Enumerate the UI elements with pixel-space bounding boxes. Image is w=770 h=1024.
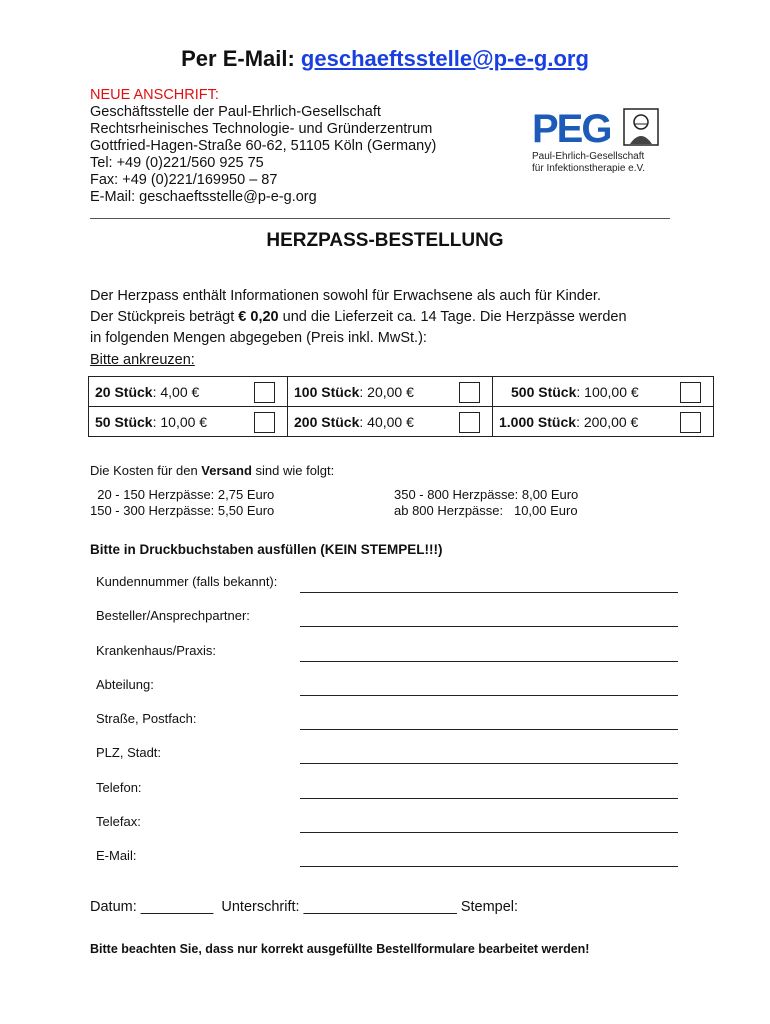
qty-price: : 200,00 € — [576, 413, 639, 430]
qty-label: 50 Stück — [95, 413, 153, 430]
qty-checkbox[interactable] — [254, 382, 275, 403]
address-line: Tel: +49 (0)221/560 925 75 — [90, 155, 264, 171]
qty-price: : 100,00 € — [576, 383, 639, 400]
qty-checkbox[interactable] — [459, 412, 480, 433]
page-header — [0, 46, 770, 72]
qty-price: : 4,00 € — [152, 383, 200, 400]
address-line: Fax: +49 (0)221/169950 – 87 — [90, 172, 278, 188]
address-line: Geschäftsstelle der Paul-Ehrlich-Gesellschaft — [90, 104, 381, 120]
logo-line1: Paul-Ehrlich-Gesellschaft — [532, 151, 645, 162]
qty-checkbox[interactable] — [254, 412, 275, 433]
intro-line: Der Herzpass enthält Informationen sowohl für Erwachsene als auch für Kinder. — [90, 288, 601, 304]
unit-price: € 0,20 — [238, 309, 279, 325]
shipping-intro — [90, 463, 334, 478]
hospital-field[interactable] — [300, 661, 678, 662]
peg-logo — [532, 104, 672, 184]
shipping-text-part: sind wie folgt: — [251, 463, 335, 478]
shipping-keyword: Versand — [201, 463, 252, 478]
qty-option-100[interactable] — [288, 377, 493, 407]
qty-option-50[interactable] — [89, 407, 288, 437]
shipping-rates-right: 350 - 800 Herzpässe: 8,00 Euro ab 800 Herzpässe: 10,00 Euro — [394, 487, 579, 518]
qty-label: 500 Stück — [511, 383, 577, 400]
signature-line[interactable]: Datum: _________ Unterschrift: ___________________ Stempel: — [90, 899, 519, 915]
department-field[interactable] — [300, 695, 678, 696]
header-prefix: Per E-Mail: — [181, 46, 301, 71]
block-letters-note: Bitte in Druckbuchstaben ausfüllen (KEIN STEMPEL!!!) — [90, 542, 443, 557]
table-row — [89, 407, 714, 437]
qty-checkbox[interactable] — [459, 382, 480, 403]
fax-field[interactable] — [300, 832, 678, 833]
street-field[interactable] — [300, 729, 678, 730]
field-label-email: E-Mail: — [96, 848, 137, 863]
qty-label: 100 Stück — [294, 383, 360, 400]
field-label-city: PLZ, Stadt: — [96, 745, 162, 760]
new-address-label: NEUE ANSCHRIFT: — [90, 87, 219, 103]
city-field[interactable] — [300, 763, 678, 764]
field-label-customer-number: Kundennummer (falls bekannt): — [96, 574, 278, 589]
qty-checkbox[interactable] — [680, 412, 701, 433]
qty-price: : 40,00 € — [359, 413, 414, 430]
email-link[interactable]: geschaeftsstelle@p-e-g.org — [300, 46, 589, 71]
qty-option-20[interactable] — [89, 377, 288, 407]
field-label-department: Abteilung: — [96, 677, 154, 692]
qty-label: 1.000 Stück — [499, 413, 577, 430]
peg-logo-graphic — [532, 104, 672, 184]
field-label-hospital: Krankenhaus/Praxis: — [96, 643, 216, 658]
footer-note: Bitte beachten Sie, dass nur korrekt ausgefüllte Bestellformulare bearbeitet werden! — [90, 942, 590, 956]
qty-label: 20 Stück — [95, 383, 153, 400]
intro-line — [90, 307, 627, 328]
qty-price: : 10,00 € — [152, 413, 208, 430]
intro-text — [90, 286, 627, 349]
address-line: Gottfried-Hagen-Straße 60-62, 51105 Köln (Germany) — [90, 138, 437, 154]
quantity-table — [88, 376, 714, 437]
intro-line: in folgenden Mengen abgegeben (Preis inkl. MwSt.): — [90, 330, 427, 346]
logo-letters: PEG — [532, 107, 611, 151]
field-label-street: Straße, Postfach: — [96, 711, 197, 726]
divider — [90, 218, 670, 219]
tick-instruction: Bitte ankreuzen: — [90, 352, 195, 368]
intro-text-part: und die Lieferzeit ca. 14 Tage. Die Herzpässe werden — [278, 309, 627, 325]
page-title: HERZPASS-BESTELLUNG — [266, 230, 504, 251]
qty-option-500[interactable] — [493, 377, 714, 407]
email-field[interactable] — [300, 866, 678, 867]
field-label-phone: Telefon: — [96, 780, 142, 795]
qty-option-1000[interactable] — [493, 407, 714, 437]
phone-field[interactable] — [300, 798, 678, 799]
qty-checkbox[interactable] — [680, 382, 701, 403]
qty-price: : 20,00 € — [359, 383, 414, 400]
shipping-text-part: Die Kosten für den — [90, 463, 202, 478]
address-line: E-Mail: geschaeftsstelle@p-e-g.org — [90, 189, 317, 205]
logo-line2: für Infektionstherapie e.V. — [532, 163, 646, 174]
qty-option-200[interactable] — [288, 407, 493, 437]
intro-text-part: Der Stückpreis beträgt — [90, 309, 239, 325]
orderer-field[interactable] — [300, 626, 678, 627]
field-label-fax: Telefax: — [96, 814, 141, 829]
customer-number-field[interactable] — [300, 592, 678, 593]
table-row — [89, 377, 714, 407]
field-label-orderer: Besteller/Ansprechpartner: — [96, 608, 250, 623]
address-line: Rechtsrheinisches Technologie- und Gründerzentrum — [90, 121, 433, 137]
qty-label: 200 Stück — [294, 413, 360, 430]
shipping-rates-left: 20 - 150 Herzpässe: 2,75 Euro 150 - 300 Herzpässe: 5,50 Euro — [90, 487, 275, 518]
